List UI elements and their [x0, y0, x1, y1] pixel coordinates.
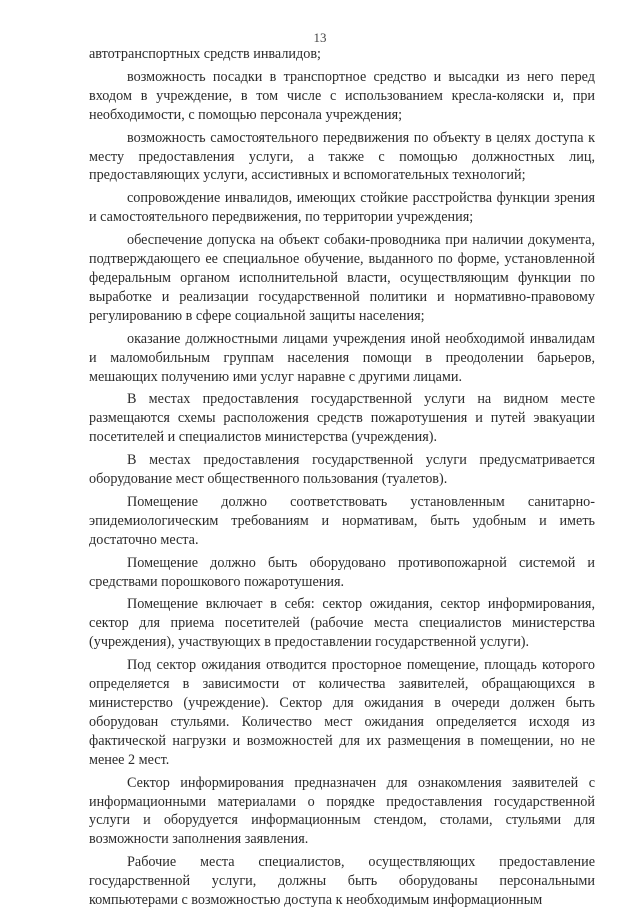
page-number: 13: [313, 30, 327, 45]
paragraph-sanitary-requirements: Помещение должно соответствовать установленным санитарно-эпидемиологическим требованиям и нормативам, быть удобным и иметь достаточно места.: [89, 493, 595, 548]
paragraph-information-sector: Сектор информирования предназначен для ознакомления заявителей с информационными материалами о порядке предоставления государственной услуги и оборудуется информационным стендом, столами, стульями для возможности заполнения заявления.: [89, 774, 595, 848]
paragraph-evacuation-schemes: В местах предоставления государственной услуги на видном месте размещаются схемы расположения средств пожаротушения и путей эвакуации посетителей и специалистов министерства (учреждения).: [89, 391, 595, 446]
paragraph-workplaces: Рабочие места специалистов, осуществляющих предоставление государственной услуги, должны быть оборудованы персональными компьютерами с возможностью доступа к необходимым информационным: [89, 854, 595, 909]
paragraph-escort: сопровождение инвалидов, имеющих стойкие расстройства функции зрения и самостоятельного передвижения, по территории учреждения;: [89, 190, 595, 226]
paragraph-sectors: Помещение включает в себя: сектор ожидания, сектор информирования, сектор для приема посетителей (рабочие места специалистов министерства (учреждения), участвующих в предоставлении государственной услуги).: [89, 596, 595, 651]
document-body: [89, 45, 595, 914]
paragraph-waiting-sector: Под сектор ожидания отводится просторное помещение, площадь которого определяется в зависимости от количества заявителей, обращающихся в министерство (учреждение). Сектор для ожидания в очереди должен быть оборудован стульями. Количество мест ожидания определяется исходя из фактической нагрузки и возможностей для их размещения в помещении, но не менее 2 мест.: [89, 657, 595, 768]
paragraph-fire-safety: Помещение должно быть оборудовано противопожарной системой и средствами порошкового пожаротушения.: [89, 554, 595, 590]
paragraph-vehicle-boarding: возможность посадки в транспортное средство и высадки из него перед входом в учреждение, в том числе с использованием кресла-коляски и, при необходимости, с помощью персонала учреждения;: [89, 68, 595, 123]
paragraph-continuation: автотранспортных средств инвалидов;: [89, 46, 321, 62]
paragraph-public-facilities: В местах предоставления государственной услуги предусматривается оборудование мест общественного пользования (туалетов).: [89, 452, 595, 488]
paragraph-independent-movement: возможность самостоятельного передвижения по объекту в целях доступа к месту предоставления услуги, а также с помощью должностных лиц, предоставляющих услуги, ассистивных и вспомогательных технологий;: [89, 129, 595, 184]
paragraph-assistance: оказание должностными лицами учреждения иной необходимой инвалидам и маломобильным группам населения помощи в преодолении барьеров, мешающих получению ими услуг наравне с другими лицами.: [89, 330, 595, 385]
paragraph-guide-dog: обеспечение допуска на объект собаки-проводника при наличии документа, подтверждающего ее специальное обучение, выданного по форме, установленной федеральным органом исполнительной власти, осуществляющим функции по выработке и реализации государственной политики и нормативно-правовому регулированию в сфере социальной защиты населения;: [89, 232, 595, 324]
